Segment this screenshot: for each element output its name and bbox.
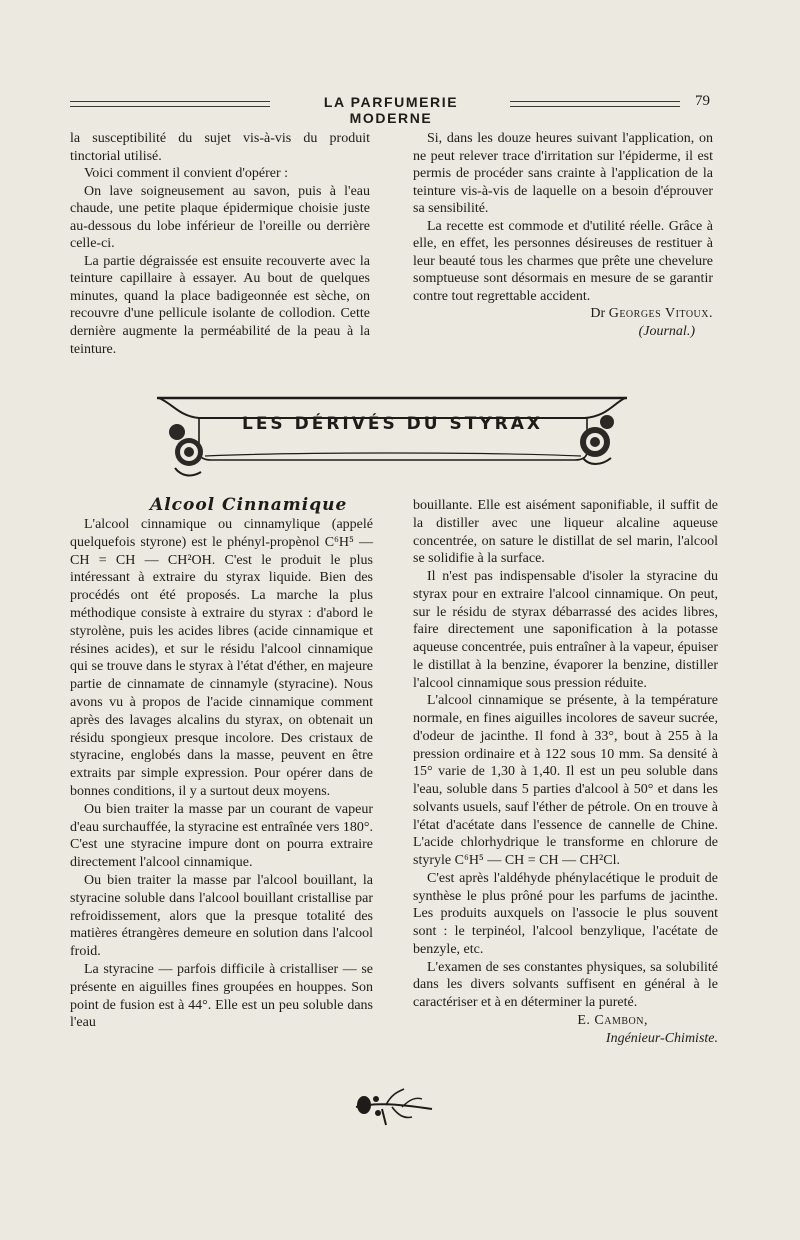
rose-left-icon: [169, 424, 203, 475]
section-banner: [155, 394, 630, 484]
paragraph: Il n'est pas indispensable d'isoler la styracine du styrax pour en extraire l'alcool cinnamique. On peut, sur le résidu de styrax débarrassé des acides libres, faire directement une saponification à la potasse aqueuse concentrée, puis entraîner à la vapeur, épuiser le distillat à la benzine, évaporer la benzine, distiller l'alcool cinnamique sous pression réduite.: [413, 569, 718, 691]
paragraph: La recette est commode et d'utilité réelle. Grâce à elle, en effet, les personnes désireuses de restituer à leur beauté tous les charmes que prête une chevelure somptueuse sont désormais en mesure de se garantir contre tout regrettable accident.: [413, 218, 713, 304]
paragraph: la susceptibilité du sujet vis-à-vis du produit tinctorial utilisé.: [70, 131, 370, 164]
previous-article-right-column: [413, 130, 713, 341]
paragraph: C'est après l'aldéhyde phénylacétique le produit de synthèse le plus prôné pour les parfums de jacinthe. Les produits auxquels on l'associe le plus souvent sont : le terpinéol, l'alcool benzylique, l'acétate de benzyle, etc.: [413, 870, 718, 957]
paragraph: Ou bien traiter la masse par un courant de vapeur d'eau surchauffée, la styracine est entraînée vers 180°. C'est une styracine impure dont on pourra extraire directement l'alcool cinnamique.: [70, 801, 373, 871]
paragraph: La partie dégraissée est ensuite recouverte avec la teinture capillaire à essayer. Au bout de quelques minutes, quand la place badigeonnée est sèche, on recouvre d'une pellicule isolante de collodion. Cette dernière augmente la perméabilité de la peau à la teinture.: [70, 253, 370, 357]
author-title: Ingénieur-Chimiste.: [605, 1030, 718, 1046]
header-rule-right: [510, 101, 680, 107]
article-right-column: [413, 497, 718, 1047]
paragraph: L'examen de ses constantes physiques, sa solubilité dans les divers solvants suffisent en général à le caractériser et à en déterminer la pureté.: [413, 959, 718, 1010]
journal-title: LA PARFUMERIE MODERNE: [323, 94, 459, 126]
source-citation: (Journal.): [638, 324, 695, 340]
paragraph: bouillante. Elle est aisément saponifiable, il suffit de la distiller avec une liqueur alcaline aqueuse concentrée, on sature le distillat de sel marin, l'alcool se solidifie à la surface.: [413, 498, 718, 567]
banner-title: LES DÉRIVÉS DU STYRAX: [241, 414, 544, 434]
paragraph: On lave soigneusement au savon, puis à l'eau chaude, une petite plaque épidermique choisie juste au-dessous du lobe inférieur de l'oreille ou derrière celle-ci.: [70, 183, 370, 252]
previous-article-left-column: [70, 130, 370, 358]
author-name: Georges Vitoux.: [608, 306, 713, 322]
header-rule-left: [70, 101, 270, 107]
paragraph: Si, dans les douze heures suivant l'application, on ne peut relever trace d'irritation sur l'épiderme, il est permis de procéder sans crainte à l'application de la teinture vis-à-vis de laquelle on a besoin d'éprouver sa sensibilité.: [413, 131, 713, 217]
paragraph: Ou bien traiter la masse par l'alcool bouillant, la styracine soluble dans l'alcool bouillant cristallise par refroidissement, alors que la presque totalité des matières étrangères demeure en solution dans l'alcool froid.: [70, 872, 373, 960]
running-header: [70, 93, 720, 126]
article-left-column: [70, 516, 373, 1032]
paragraph: L'alcool cinnamique se présente, à la température normale, en fines aiguilles incolores de saveur sucrée, d'odeur de jacinthe. Il fond à 33°, bout à 255 à la pression ordinaire et à 122 sous 10 mm. Sa densité à 15° varie de 1,30 à 1,40. Il est un peu soluble dans l'eau, soluble dans 5 parties d'alcool à 50° et dans les solvants usuels, sauf l'éther de pétrole. On en trouve à l'état d'acétate dans l'essence de cannelle de Chine. L'acide chlorhydrique le transforme en chlorure de styryle C⁶H⁵ — CH = CH — CH²Cl.: [413, 693, 718, 868]
paragraph: L'alcool cinnamique ou cinnamylique (appelé quelquefois styrone) est le phényl-propènol C⁶H⁵ — CH = CH — CH²OH. C'est le produit le plus intéressant à extraire du styrax liquide. Bien des procédés ont été proposés. La marche la plus méthodique consiste à extraire du styrax : d'abord le styrolène, puis les acides libres (acide cinnamique et résines acides), et sur le résidu l'alcool cinnamique qui se trouve dans le styrax à l'état d'éther, en majeure partie de cinnamate de cinnamyle (styracine). Nous avons vu à propos de l'acide cinnamique comment après des lavages alcalins du styrax, on obtenait un résidu spongieux presque incolore. Des cristaux de styracine, englobés dans la masse, peuvent en être extraits par simple expression. Pour opérer dans de bonnes conditions, il y a surtout deux moyens.: [70, 517, 373, 799]
paragraph: Voici comment il convient d'opérer :: [84, 166, 289, 182]
banner-frame: [155, 394, 630, 484]
author-prefix: Dr: [590, 306, 606, 322]
section-title: Alcool Cinnamique: [150, 495, 348, 515]
author-signature: [413, 305, 713, 323]
author-name: E. Cambon,: [577, 1012, 648, 1028]
paragraph: La styracine — parfois difficile à cristalliser — se présente en aiguilles fines groupées en houppes. Son point de fusion est à 44°. Elle est un peu soluble dans l'eau: [70, 961, 373, 1031]
page-number: 79: [695, 93, 710, 109]
end-ornament-icon: [352, 1085, 436, 1129]
